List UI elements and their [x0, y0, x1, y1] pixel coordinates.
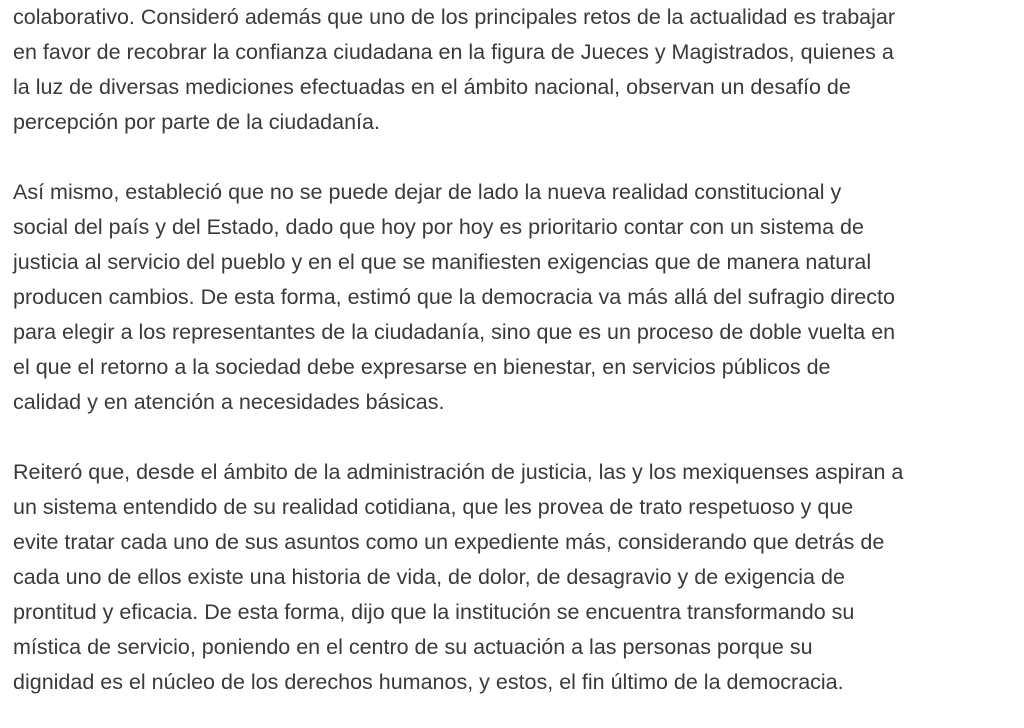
text-line: producen cambios. De esta forma, estimó que la democracia va más allá del sufragio directo [13, 285, 895, 309]
text-line: colaborativo. Consideró además que uno de los principales retos de la actualidad es trabajar [13, 5, 896, 29]
text-line: evite tratar cada uno de sus asuntos como un expediente más, considerando que detrás de [13, 530, 885, 554]
paragraph-spacer [13, 140, 1004, 175]
text-line: calidad y en atención a necesidades básicas. [13, 390, 445, 414]
text-line: en favor de recobrar la confianza ciudadana en la figura de Jueces y Magistrados, quienes a [13, 40, 894, 64]
text-line: la luz de diversas mediciones efectuadas en el ámbito nacional, observan un desafío de [13, 75, 851, 99]
text-line: cada uno de ellos existe una historia de vida, de dolor, de desagravio y de exigencia de [13, 565, 845, 589]
paragraph-2 [13, 175, 1004, 420]
paragraph-1 [13, 0, 1004, 140]
text-line: justicia al servicio del pueblo y en el que se manifiesten exigencias que de manera natural [13, 250, 872, 274]
text-line: percepción por parte de la ciudadanía. [13, 110, 380, 134]
text-line: el que el retorno a la sociedad debe expresarse en bienestar, en servicios públicos de [13, 355, 831, 379]
text-line: para elegir a los representantes de la ciudadanía, sino que es un proceso de doble vuelta en [13, 320, 896, 344]
text-line: social del país y del Estado, dado que hoy por hoy es prioritario contar con un sistema de [13, 215, 864, 239]
text-line: Reiteró que, desde el ámbito de la administración de justicia, las y los mexiquenses aspiran a [13, 460, 904, 484]
text-line: Así mismo, estableció que no se puede dejar de lado la nueva realidad constitucional y [13, 180, 842, 204]
text-line: prontitud y eficacia. De esta forma, dijo que la institución se encuentra transformando su [13, 600, 855, 624]
text-line: mística de servicio, poniendo en el centro de su actuación a las personas porque su [13, 635, 813, 659]
paragraph-spacer [13, 420, 1004, 455]
text-line: un sistema entendido de su realidad cotidiana, que les provea de trato respetuoso y que [13, 495, 854, 519]
paragraph-3 [13, 455, 1004, 700]
text-line: dignidad es el núcleo de los derechos humanos, y estos, el fin último de la democracia. [13, 670, 844, 694]
